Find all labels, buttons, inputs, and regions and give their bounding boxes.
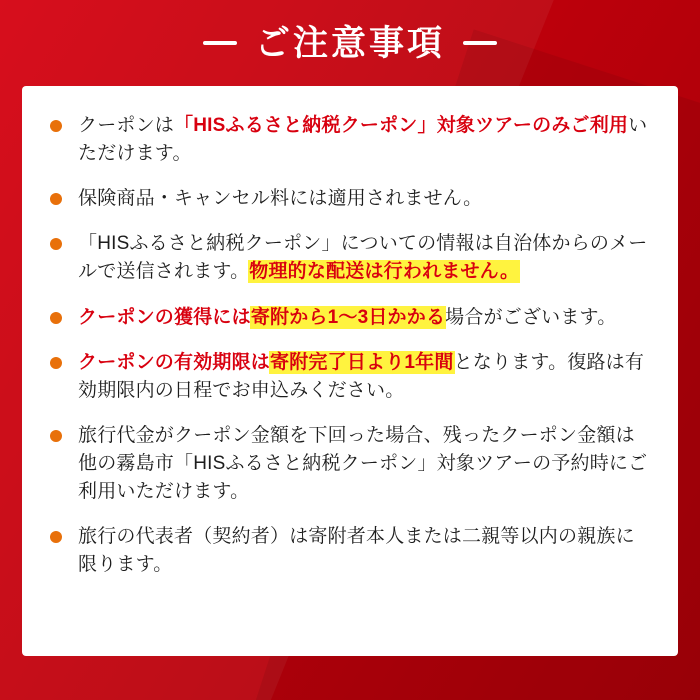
note-text-segment: 寄附から1〜3日かかる xyxy=(250,306,446,328)
page-title: ご注意事項 xyxy=(254,23,445,63)
note-text-segment: 物理的な配送は行われません。 xyxy=(249,261,520,283)
note-text-segment: 旅行代金がクーポン金額を下回った場合、残ったクーポン金額は他の霧島市「HISふるさと納税クーポン」対象ツアーの予約時にご利用いただけます。 xyxy=(78,424,648,503)
header-rule-left xyxy=(203,41,237,45)
bullet-dot-icon xyxy=(50,357,62,369)
note-text-segment: クーポンの有効期限は xyxy=(78,351,271,373)
bullet-dot-icon xyxy=(50,531,62,543)
note-text-segment: 寄附完了日より1年間 xyxy=(270,351,454,373)
notice-list xyxy=(46,112,652,579)
note-text-segment: クーポンの獲得には xyxy=(78,306,251,328)
notice-card xyxy=(22,86,678,656)
note-text-segment: いただけます。 xyxy=(78,115,648,165)
bullet-dot-icon xyxy=(50,120,62,132)
list-item xyxy=(46,304,652,332)
bullet-dot-icon xyxy=(50,193,62,205)
list-item xyxy=(46,523,652,579)
poster-header xyxy=(0,0,700,86)
note-text-segment: 保険商品・キャンセル料には適用されません。 xyxy=(78,188,483,210)
list-item xyxy=(46,230,652,286)
list-item xyxy=(46,112,652,168)
note-text-segment: 「HISふるさと納税クーポン」についての情報は自治体からのメールで送信されます。 xyxy=(78,233,648,283)
bullet-dot-icon xyxy=(50,238,62,250)
list-item xyxy=(46,349,652,405)
bullet-dot-icon xyxy=(50,430,62,442)
list-item xyxy=(46,422,652,506)
note-text-segment: 旅行の代表者（契約者）は寄附者本人または二親等以内の親族に限ります。 xyxy=(78,526,635,576)
note-text-segment: クーポンは xyxy=(78,115,175,136)
note-text-segment: 「HISふるさと納税クーポン」対象ツアーのみご利用 xyxy=(174,115,629,136)
note-text-segment: となります。復路は有効期限内の日程でお申込みください。 xyxy=(78,351,645,401)
list-item xyxy=(46,185,652,213)
header-rule-right xyxy=(463,41,497,45)
note-text-segment: 場合がございます。 xyxy=(445,306,617,328)
bullet-dot-icon xyxy=(50,312,62,324)
